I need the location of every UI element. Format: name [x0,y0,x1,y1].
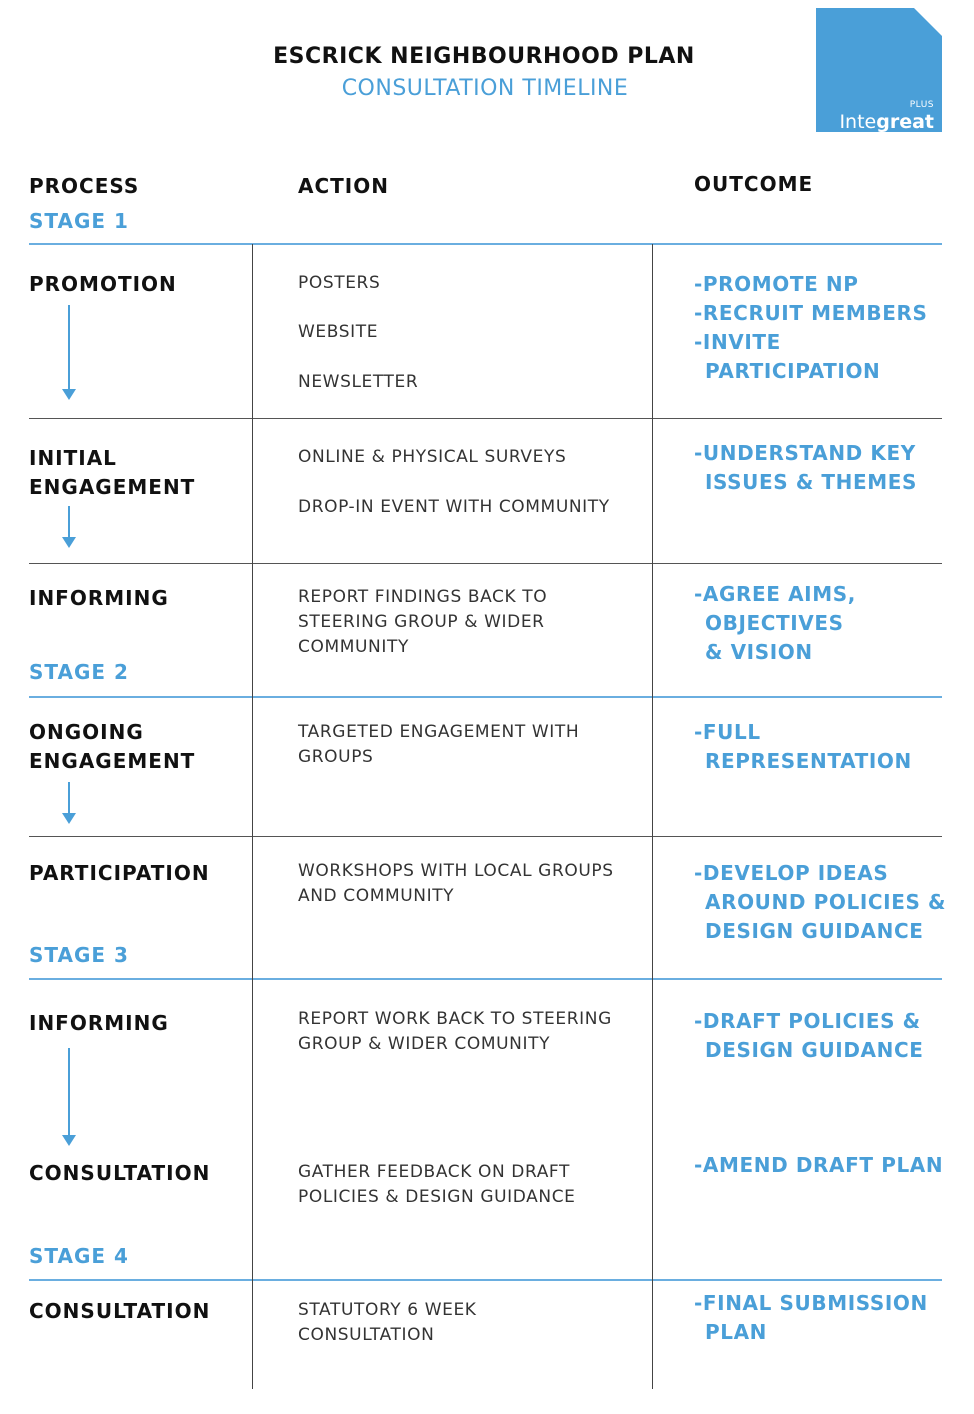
page-title: ESCRICK NEIGHBOURHOOD PLAN [273,44,695,69]
action-report-findings [298,585,547,660]
outcome-line: PARTICIPATION [705,359,881,383]
outcome-amend-draft [694,1151,943,1180]
process-informing: INFORMING [29,586,169,610]
action-line: WORKSHOPS WITH LOCAL GROUPS [298,861,614,881]
action-line: GROUP & WIDER COMUNITY [298,1034,551,1054]
outcome-final-submission [694,1289,928,1347]
process-line: ONGOING [29,720,144,744]
down-arrow-icon [62,506,76,548]
logo-word-light: Inte [839,111,877,133]
stage-2-label: STAGE 2 [29,660,129,684]
outcome-line: & VISION [705,640,813,664]
column-header-outcome: OUTCOME [694,172,814,196]
action-report-work [298,1007,612,1057]
process-line: INITIAL [29,446,117,470]
outcome-line: -INVITE [694,330,781,354]
outcome-line: OBJECTIVES [705,611,844,635]
action-posters: POSTERS [298,273,381,293]
process-informing: INFORMING [29,1011,169,1035]
stage-1-divider [29,243,942,245]
action-newsletter: NEWSLETTER [298,372,419,392]
stage-2-divider [29,696,942,698]
outcome-informing-draft [694,1007,923,1065]
process-line: ENGAGEMENT [29,749,196,773]
action-line: AND COMMUNITY [298,886,455,906]
action-line: TARGETED ENGAGEMENT WITH [298,722,580,742]
action-gather-feedback [298,1160,576,1210]
action-line: CONSULTATION [298,1325,435,1345]
process-participation: PARTICIPATION [29,861,210,885]
process-initial-engagement [29,444,195,502]
outcome-initial [694,439,917,497]
action-line: STEERING GROUP & WIDER [298,612,545,632]
outcome-line: -AMEND DRAFT PLAN [694,1153,944,1177]
process-promotion: PROMOTION [29,272,177,296]
process-consultation: CONSULTATION [29,1161,211,1185]
outcome-promotion [694,270,928,386]
outcome-line: DESIGN GUIDANCE [705,919,924,943]
column-header-process: PROCESS [29,174,140,198]
process-ongoing-engagement [29,718,195,776]
outcome-line: DESIGN GUIDANCE [705,1038,924,1062]
action-workshops [298,859,614,909]
down-arrow-icon [62,1048,76,1146]
outcome-participation [694,859,946,946]
outcome-line: REPRESENTATION [705,749,912,773]
outcome-line: PLAN [705,1320,768,1344]
process-line: ENGAGEMENT [29,475,196,499]
outcome-ongoing [694,718,912,776]
action-line: STATUTORY 6 WEEK [298,1300,477,1320]
page-subtitle: CONSULTATION TIMELINE [341,76,629,101]
outcome-line: -DEVELOP IDEAS [694,861,889,885]
outcome-line: -FULL [694,720,761,744]
column-divider-right [652,244,653,1389]
action-line: REPORT FINDINGS BACK TO [298,587,548,607]
outcome-line: -DRAFT POLICIES & [694,1009,921,1033]
stage-3-divider [29,978,942,980]
outcome-line: -UNDERSTAND KEY [694,441,916,465]
stage-4-divider [29,1279,942,1281]
integreat-logo [816,8,942,132]
row-divider [29,418,942,419]
row-divider [29,836,942,837]
outcome-line: -FINAL SUBMISSION [694,1291,928,1315]
down-arrow-icon [62,305,76,400]
column-header-action: ACTION [298,174,389,198]
action-website: WEBSITE [298,322,379,342]
action-line: REPORT WORK BACK TO STEERING [298,1009,612,1029]
action-line: POLICIES & DESIGN GUIDANCE [298,1187,576,1207]
outcome-line: AROUND POLICIES & [705,890,947,914]
action-targeted-engagement [298,720,579,770]
outcome-line: -AGREE AIMS, [694,582,856,606]
stage-3-label: STAGE 3 [29,943,129,967]
action-drop-in: DROP-IN EVENT WITH COMMUNITY [298,497,610,517]
row-divider [29,563,942,564]
outcome-informing [694,580,856,667]
logo-wordmark [839,111,934,133]
action-line: COMMUNITY [298,637,409,657]
column-divider-left [252,244,253,1389]
logo-word-bold: great [876,111,934,133]
outcome-line: -PROMOTE NP [694,272,859,296]
down-arrow-icon [62,782,76,824]
process-consultation-statutory: CONSULTATION [29,1299,211,1323]
outcome-line: -RECRUIT MEMBERS [694,301,928,325]
action-statutory [298,1298,477,1348]
stage-1-label: STAGE 1 [29,209,129,233]
action-line: GROUPS [298,747,374,767]
action-line: GATHER FEEDBACK ON DRAFT [298,1162,570,1182]
logo-plus-text: PLUS [909,100,934,110]
action-surveys: ONLINE & PHYSICAL SURVEYS [298,447,567,467]
outcome-line: ISSUES & THEMES [705,470,918,494]
stage-4-label: STAGE 4 [29,1244,129,1268]
